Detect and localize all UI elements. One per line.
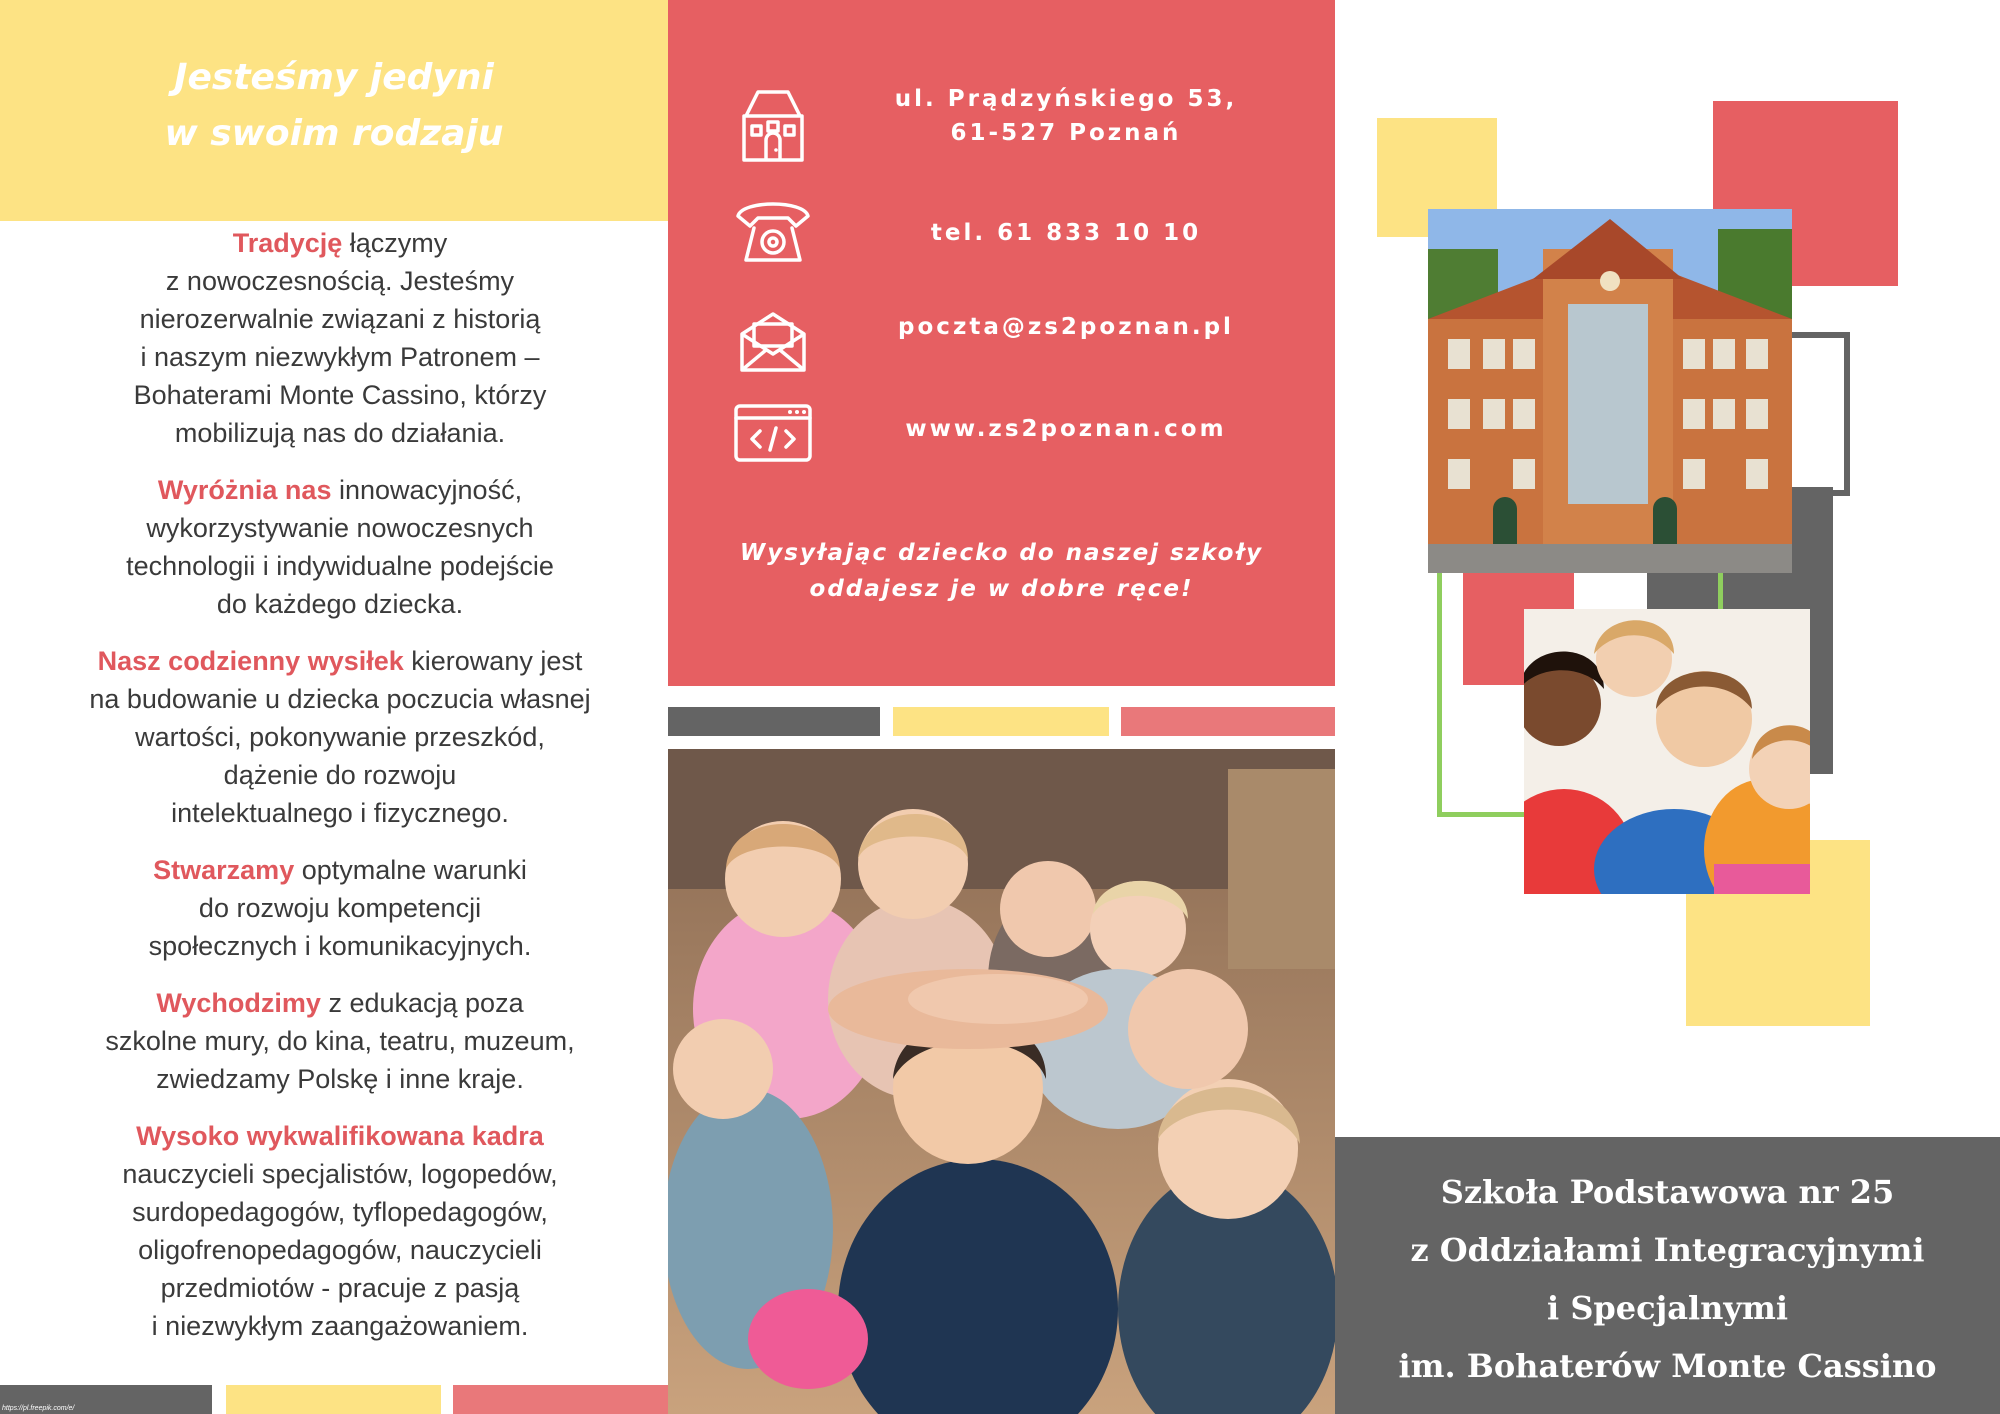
email-link[interactable]: poczta@zs2poznan.pl [898, 314, 1234, 340]
paragraph-lead: Wyróżnia nas [157, 475, 332, 505]
address-text: ul. Prądzyńskiego 53, 61-527 Poznań [894, 86, 1238, 146]
browser-code-icon [730, 398, 816, 484]
image-credit: https://pl.freepik.com/e/ [2, 1405, 75, 1412]
phone-text: tel. 61 833 10 10 [930, 220, 1202, 246]
children-group-image [1524, 609, 1810, 894]
paragraph-distinction: Wyróżnia nas innowacyjność, wykorzystywanie nowoczesnych technologii i indywidualne podejście do każdego dziecka. [126, 475, 554, 619]
school-building-image [1428, 209, 1792, 573]
paragraph-lead: Nasz codzienny wysiłek [97, 646, 404, 676]
decor-bar-yellow [893, 707, 1109, 736]
slogan-line-1: Jesteśmy jedyni [174, 57, 494, 98]
decor-bar-red [453, 1385, 668, 1414]
tagline: Wysyłając dziecko do naszej szkoły oddajesz je w dobre ręce! [739, 540, 1264, 602]
slogan-banner [0, 0, 668, 221]
decor-bar-yellow [226, 1385, 441, 1414]
photo-school-building [1428, 209, 1792, 573]
slogan-line-2: w swoim rodzaju [164, 113, 504, 154]
paragraph-lead: Wysoko wykwalifikowana kadra [136, 1121, 544, 1151]
decor-outline-gray [1790, 332, 1850, 496]
envelope-icon [730, 296, 816, 382]
contact-email [668, 296, 1335, 376]
paragraph-lead: Wychodzimy [156, 988, 321, 1018]
paragraph-trips: Wychodzimy z edukacją poza szkolne mury, do kina, teatru, muzeum, zwiedzamy Polskę i inne kraje. [105, 988, 575, 1094]
paragraph-effort: Nasz codzienny wysiłek kierowany jest na budowanie u dziecka poczucia własnej wartości, pokonywanie przeszkód, dążenie do rozwoju intelektualnego i fizycznego. [89, 646, 591, 828]
school-name-box [1335, 1137, 2000, 1414]
paragraph-tradition: Tradycję łączymy z nowoczesnością. Jesteśmy nierozerwalnie związani z historią i naszym niezwykłym Patronem – Bohaterami Monte Cassino, którzy mobilizują nas do działania. [133, 228, 547, 448]
school-name: Szkoła Podstawowa nr 25 z Oddziałami Integracyjnymi i Specjalnymi im. Bohaterów Monte Cassino [1398, 1173, 1937, 1385]
paragraph-lead: Stwarzamy [153, 855, 295, 885]
telephone-icon [730, 190, 816, 276]
website-link[interactable]: www.zs2poznan.com [905, 416, 1227, 442]
paragraph-lead: Tradycję [232, 228, 343, 258]
about-text [70, 224, 610, 1364]
slogan [0, 50, 668, 162]
photo-children-group [1524, 609, 1810, 894]
photo-children-circle [668, 749, 1335, 1414]
children-photo [668, 749, 1335, 1414]
contact-phone [668, 190, 1335, 280]
decor-bar-gray [668, 707, 880, 736]
decor-bar-red [1121, 707, 1335, 736]
house-icon [730, 82, 816, 168]
paragraph-conditions: Stwarzamy optymalne warunki do rozwoju kompetencji społecznych i komunikacyjnych. [148, 855, 532, 961]
contact-address [668, 78, 1335, 178]
contact-panel [668, 0, 1335, 686]
paragraph-staff: Wysoko wykwalifikowana kadra nauczycieli specjalistów, logopedów, surdopedagogów, tyflopedagogów, oligofrenopedagogów, nauczycieli przedmiotów - pracuje z pasją i niezwykłym zaangażowaniem. [122, 1121, 558, 1341]
contact-website [668, 398, 1335, 478]
